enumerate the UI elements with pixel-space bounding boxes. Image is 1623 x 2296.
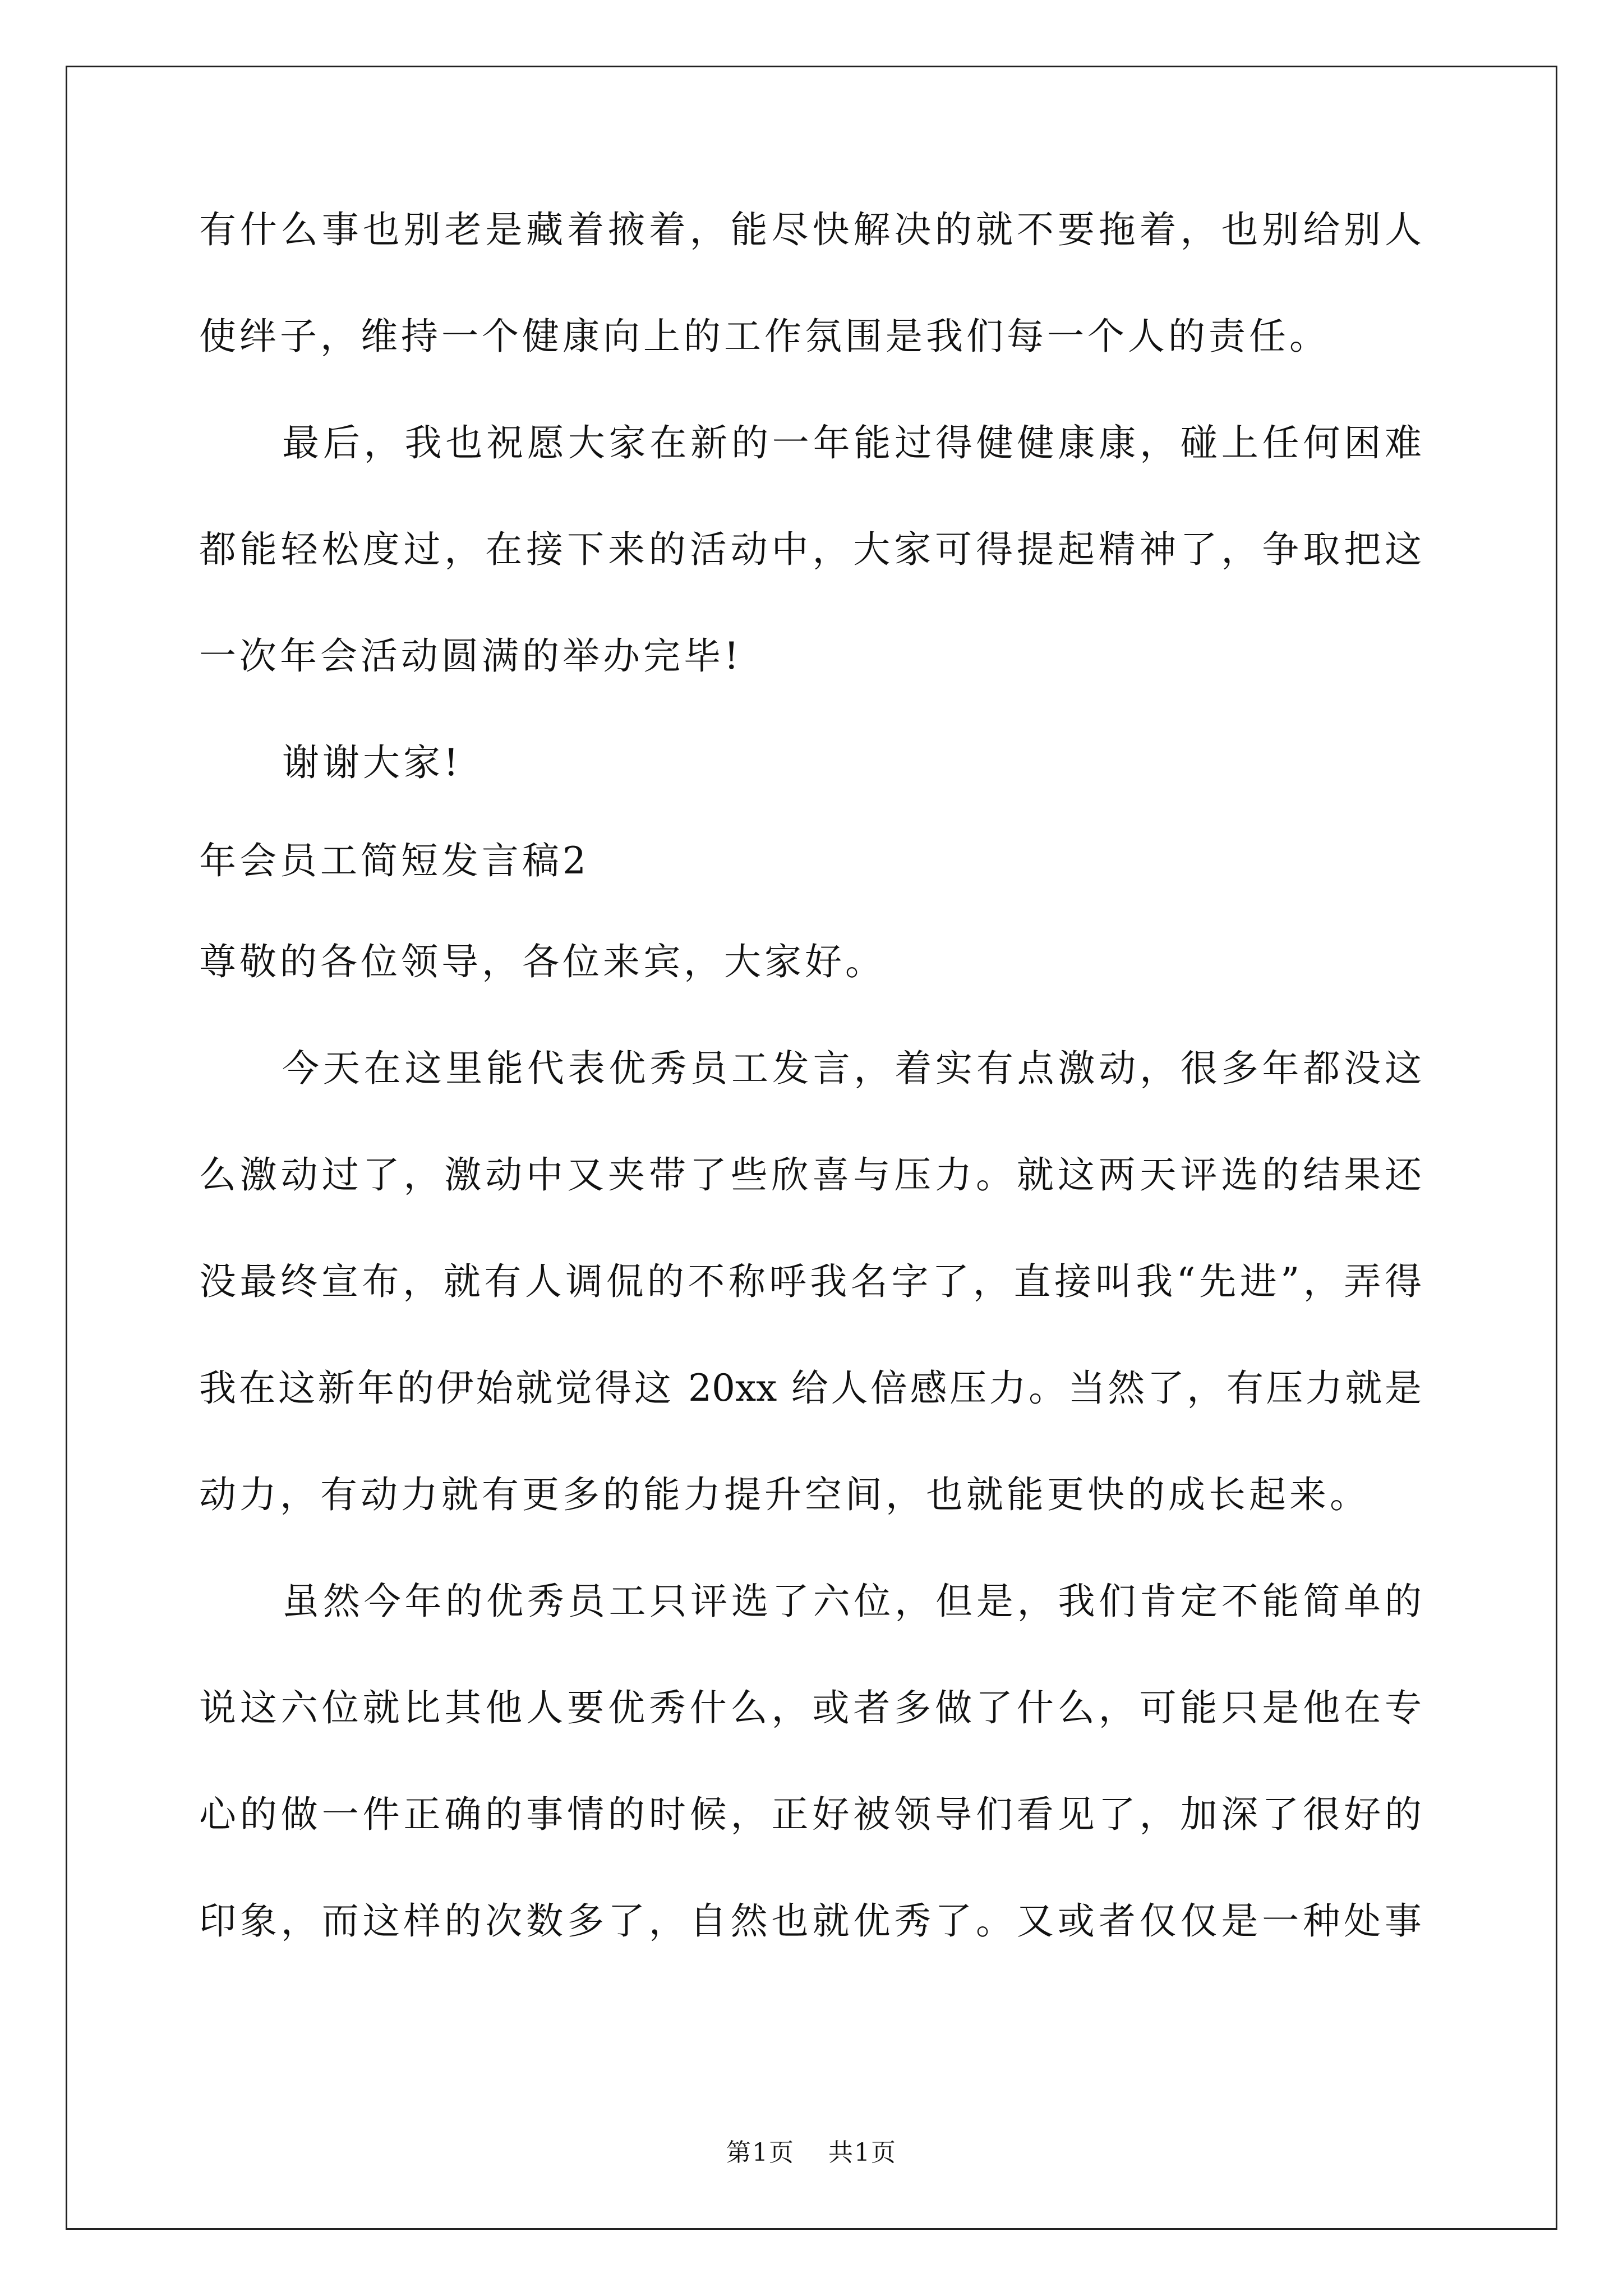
body-line: 说这六位就比其他人要优秀什么，或者多做了什么，可能只是他在专 (199, 1686, 1422, 1729)
body-line: 一次年会活动圆满的举办完毕! (199, 634, 743, 678)
body-line: 我在这新年的伊始就觉得这 20xx 给人倍感压力。当然了，有压力就是 (199, 1366, 1422, 1410)
body-line: 没最终宣布，就有人调侃的不称呼我名字了，直接叫我“先进”，弄得 (199, 1260, 1422, 1303)
section-heading: 年会员工简短发言稿2 (199, 839, 589, 882)
body-line: 心的做一件正确的事情的时候，正好被领导们看见了，加深了很好的 (199, 1793, 1422, 1836)
body-line: 使绊子，维持一个健康向上的工作氛围是我们每一个人的责任。 (199, 315, 1330, 358)
body-line: 么激动过了，激动中又夹带了些欣喜与压力。就这两天评选的结果还 (199, 1153, 1422, 1197)
body-line: 都能轻松度过，在接下来的活动中，大家可得提起精神了，争取把这 (199, 528, 1422, 571)
body-line: 印象，而这样的次数多了，自然也就优秀了。又或者仅仅是一种处事 (199, 1899, 1422, 1943)
body-line: 虽然今年的优秀员工只评选了六位，但是，我们肯定不能简单的 (282, 1580, 1422, 1623)
body-line: 动力，有动力就有更多的能力提升空间，也就能更快的成长起来。 (199, 1473, 1370, 1516)
page-number-total: 共1页 (828, 2138, 897, 2167)
salutation: 尊敬的各位领导，各位来宾，大家好。 (199, 940, 886, 983)
page-footer (0, 2136, 1623, 2170)
body-line: 最后，我也祝愿大家在新的一年能过得健健康康，碰上任何困难 (282, 421, 1422, 464)
body-line: 有什么事也别老是藏着掖着，能尽快解决的就不要拖着，也别给别人 (199, 208, 1422, 251)
page-number-current: 第1页 (726, 2138, 795, 2167)
body-line: 今天在这里能代表优秀员工发言，着实有点激动，很多年都没这 (282, 1047, 1422, 1090)
body-line: 谢谢大家! (282, 741, 462, 784)
